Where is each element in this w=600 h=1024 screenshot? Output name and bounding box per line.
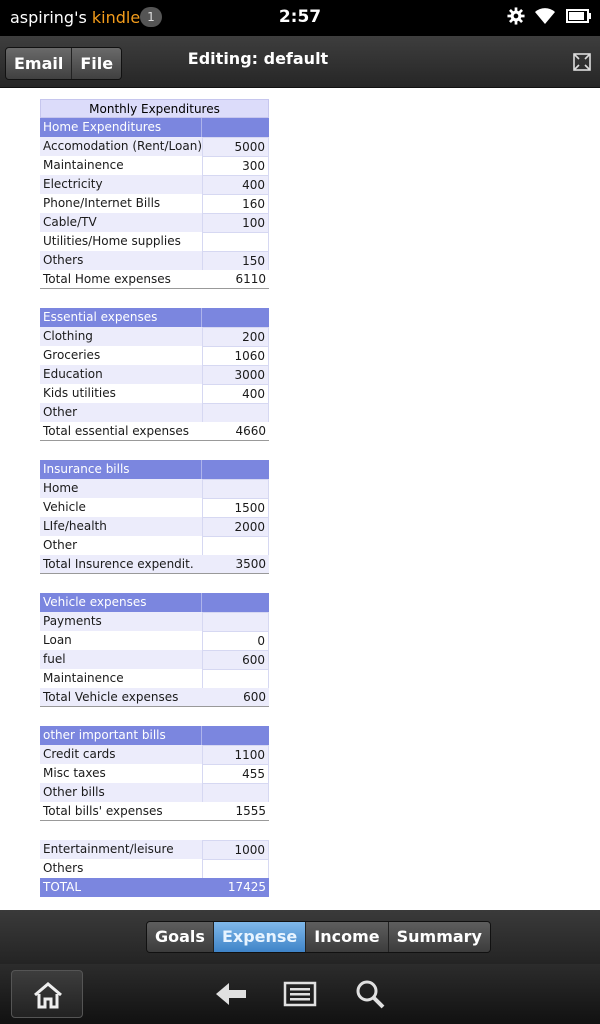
table-row-label: Credit cards (43, 747, 116, 761)
section-header-cell (202, 460, 269, 479)
section-header-label: Home Expenditures (40, 118, 202, 137)
table-row (40, 498, 269, 517)
table-row (40, 536, 269, 555)
section-header-cell (202, 593, 269, 612)
total-row-value: 4660 (235, 424, 266, 438)
table-row-value[interactable] (202, 612, 269, 631)
table-row-value[interactable] (202, 859, 269, 878)
table-row-value[interactable]: 5000 (202, 137, 269, 156)
table-row-label: Other (43, 405, 78, 419)
table-row (40, 213, 269, 232)
expense-sheet (40, 99, 269, 910)
table-row-label: Maintainence (43, 671, 124, 685)
section-extra (40, 840, 269, 897)
sheet-title: Monthly Expenditures (40, 99, 269, 118)
total-row (40, 422, 269, 441)
table-row-label: Cable/TV (43, 215, 97, 229)
table-row-value[interactable]: 1100 (202, 745, 269, 764)
table-row-value[interactable]: 160 (202, 194, 269, 213)
clock: 2:57 (278, 7, 322, 27)
table-row (40, 745, 269, 764)
table-row-value[interactable] (202, 783, 269, 802)
search-icon[interactable] (354, 978, 386, 1010)
total-row-label: Total Vehicle expenses (43, 690, 179, 704)
table-row-value[interactable]: 100 (202, 213, 269, 232)
spreadsheet-area (0, 88, 600, 910)
table-row (40, 631, 269, 650)
top-toolbar (0, 36, 600, 88)
table-row (40, 251, 269, 270)
table-row-label: Phone/Internet Bills (43, 196, 161, 210)
table-row-label: Groceries (43, 348, 101, 362)
table-row (40, 384, 269, 403)
total-row-label: Total Home expenses (43, 272, 171, 286)
total-row (40, 802, 269, 821)
table-row (40, 327, 269, 346)
table-row-label: Others (43, 861, 84, 875)
kindle-brand-label: kindle (91, 8, 141, 27)
total-row-label: Total Insurence expendit. (43, 557, 194, 571)
table-row-value[interactable]: 600 (202, 650, 269, 669)
table-row-label: Loan (43, 633, 72, 647)
section-1 (40, 308, 269, 441)
table-row-value[interactable]: 150 (202, 251, 269, 270)
total-row (40, 555, 269, 574)
grand-total-row (40, 878, 269, 897)
device-owner-label: aspiring's (10, 8, 92, 27)
table-row-value[interactable]: 300 (202, 156, 269, 175)
table-row-value[interactable]: 400 (202, 175, 269, 194)
table-row-value[interactable]: 1000 (202, 840, 269, 859)
nav-bar (0, 964, 600, 1024)
table-row-value[interactable]: 1060 (202, 346, 269, 365)
table-row (40, 859, 269, 878)
table-row-value[interactable] (202, 403, 269, 422)
section-3 (40, 593, 269, 707)
table-row-label: Entertainment/leisure (43, 842, 174, 856)
tab-expense[interactable]: Expense (213, 922, 305, 952)
table-row-label: Payments (43, 614, 102, 628)
fullscreen-icon[interactable] (572, 52, 592, 72)
total-row-value: 6110 (235, 272, 266, 286)
section-2 (40, 460, 269, 574)
table-row (40, 156, 269, 175)
table-row-value[interactable]: 0 (202, 631, 269, 650)
total-row (40, 270, 269, 289)
section-header-cell (202, 118, 269, 137)
table-row-value[interactable]: 455 (202, 764, 269, 783)
table-row-label: Home (43, 481, 79, 495)
table-row-label: Vehicle (43, 500, 86, 514)
table-row (40, 783, 269, 802)
table-row-label: Education (43, 367, 103, 381)
email-button[interactable]: Email (6, 48, 71, 79)
table-row (40, 612, 269, 631)
table-row (40, 403, 269, 422)
table-row-label: Other (43, 538, 78, 552)
section-header-label: other important bills (40, 726, 202, 745)
home-icon (32, 981, 64, 1009)
table-row-label: Utilities/Home supplies (43, 234, 181, 248)
table-row-label: Misc taxes (43, 766, 106, 780)
file-button[interactable]: File (71, 48, 121, 79)
tab-bar (0, 910, 600, 964)
table-row (40, 764, 269, 783)
table-row (40, 175, 269, 194)
section-header-cell (202, 726, 269, 745)
total-row-label: Total bills' expenses (43, 804, 163, 818)
table-row (40, 365, 269, 384)
table-row (40, 479, 269, 498)
tab-income[interactable]: Income (305, 922, 387, 952)
table-row-label: Accomodation (Rent/Loan) (43, 139, 202, 153)
table-row-label: LIfe/health (43, 519, 107, 533)
table-row-label: Others (43, 253, 84, 267)
total-row (40, 688, 269, 707)
total-row-value: 1555 (235, 804, 266, 818)
table-row (40, 346, 269, 365)
total-row-value: 600 (243, 690, 266, 704)
table-row (40, 517, 269, 536)
table-row-value[interactable] (202, 479, 269, 498)
total-row-label: Total essential expenses (43, 424, 190, 438)
table-row (40, 137, 269, 156)
section-header-label: Essential expenses (40, 308, 202, 327)
battery-icon (566, 9, 592, 23)
table-row (40, 232, 269, 251)
table-row-label: Other bills (43, 785, 105, 799)
table-row-value[interactable]: 400 (202, 384, 269, 403)
table-row-label: Clothing (43, 329, 93, 343)
table-row-value[interactable]: 3000 (202, 365, 269, 384)
table-row-value[interactable] (202, 669, 269, 688)
table-row-label: fuel (43, 652, 66, 666)
total-row-value: 3500 (235, 557, 266, 571)
table-row (40, 840, 269, 859)
grand-total-value: 17425 (227, 880, 266, 894)
section-header-label: Insurance bills (40, 460, 202, 479)
grand-total-label: TOTAL (43, 880, 82, 894)
table-row (40, 650, 269, 669)
gear-icon[interactable] (507, 7, 525, 25)
section-header (40, 308, 269, 327)
home-button[interactable] (11, 970, 83, 1018)
table-row-label: Maintainence (43, 158, 124, 172)
table-row-value[interactable] (202, 536, 269, 555)
table-row-label: Electricity (43, 177, 103, 191)
table-row-value[interactable]: 200 (202, 327, 269, 346)
section-header (40, 118, 269, 137)
table-row-label: Kids utilities (43, 386, 116, 400)
section-4 (40, 726, 269, 821)
wifi-icon[interactable] (534, 7, 556, 25)
table-row (40, 194, 269, 213)
table-row-value[interactable]: 1500 (202, 498, 269, 517)
menu-icon[interactable] (283, 980, 317, 1008)
section-header-cell (202, 308, 269, 327)
sheet-tabs (146, 921, 491, 953)
tab-goals[interactable]: Goals (147, 922, 213, 952)
tab-summary[interactable]: Summary (388, 922, 490, 952)
section-header (40, 460, 269, 479)
section-header-label: Vehicle expenses (40, 593, 202, 612)
notification-badge[interactable]: 1 (140, 7, 162, 27)
page-title: Editing: default (187, 49, 329, 68)
table-row (40, 669, 269, 688)
section-0 (40, 118, 269, 289)
section-header (40, 593, 269, 612)
table-row-value[interactable]: 2000 (202, 517, 269, 536)
table-row-value[interactable] (202, 232, 269, 251)
back-arrow-icon[interactable] (214, 980, 248, 1008)
status-bar (0, 0, 600, 36)
section-header (40, 726, 269, 745)
